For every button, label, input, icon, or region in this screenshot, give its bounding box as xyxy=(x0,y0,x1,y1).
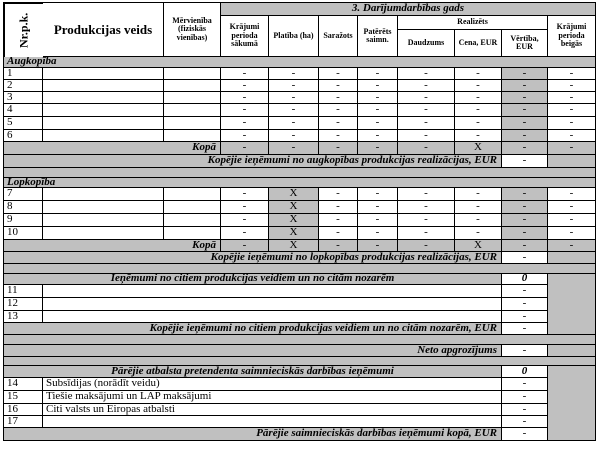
dash-cell: - xyxy=(319,188,358,201)
dash-cell: - xyxy=(319,227,358,240)
dash-cell: - xyxy=(319,68,358,80)
kopa-label: Kopā xyxy=(4,240,221,252)
dash-cell: - xyxy=(221,227,269,240)
row-number: 6 xyxy=(4,130,43,142)
dash-cell: - xyxy=(358,188,398,201)
dash-cell: - xyxy=(358,92,398,104)
vertiba-cell: - xyxy=(502,188,548,201)
lopkopiba-total-value: - xyxy=(502,252,548,264)
citi-total-label: Kopējie ieņēmumi no citiem produkcijas veidiem un no citām nozarēm, EUR xyxy=(4,323,502,335)
parejie-zero: 0 xyxy=(502,366,548,378)
dash-cell: - xyxy=(319,130,358,142)
row-number: 14 xyxy=(4,378,43,391)
dash-cell: - xyxy=(221,240,269,252)
platiba-x-cell: X xyxy=(269,240,319,252)
row-number: 12 xyxy=(4,298,43,311)
vertiba-cell: - xyxy=(502,80,548,92)
vertiba-cell: - xyxy=(502,214,548,227)
dash-cell: - xyxy=(221,104,269,117)
dash-cell: - xyxy=(548,214,596,227)
dash-cell: - xyxy=(455,214,502,227)
section-lopkopiba: Lopkopība xyxy=(4,178,596,188)
platiba-x-cell: X xyxy=(269,201,319,214)
dash-cell: - xyxy=(269,104,319,117)
row-number: 8 xyxy=(4,201,43,214)
dash-cell: - xyxy=(455,68,502,80)
mervieniba-input[interactable] xyxy=(164,214,221,227)
produkcijas-input[interactable] xyxy=(43,104,164,117)
header-krajumi-sakuma: Krājumi perioda sākumā xyxy=(221,16,269,57)
dash-cell: - xyxy=(455,104,502,117)
row-number: 7 xyxy=(4,188,43,201)
dash-cell: - xyxy=(319,142,358,155)
parejie-total-label: Pārējie saimnieciskās darbības ieņēmumi kopā, EUR xyxy=(4,428,502,441)
dash-cell: - xyxy=(398,104,455,117)
dash-cell: - xyxy=(398,68,455,80)
row-number: 16 xyxy=(4,404,43,416)
header-cena: Cena, EUR xyxy=(455,30,502,57)
kopa-label: Kopā xyxy=(4,142,221,155)
dash-cell: - xyxy=(358,214,398,227)
parejie-item[interactable]: Citi valsts un Eiropas atbalsti xyxy=(43,404,502,416)
produkcijas-input[interactable] xyxy=(43,188,164,201)
mervieniba-input[interactable] xyxy=(164,80,221,92)
citi-input[interactable] xyxy=(43,285,502,298)
dash-cell: - xyxy=(548,80,596,92)
dash-cell: - xyxy=(398,201,455,214)
dash-cell: - xyxy=(398,227,455,240)
dash-cell: - xyxy=(319,240,358,252)
parejie-value: - xyxy=(502,391,548,404)
row-number: 1 xyxy=(4,68,43,80)
platiba-x-cell: X xyxy=(269,227,319,240)
dash-cell: - xyxy=(398,80,455,92)
parejie-item[interactable] xyxy=(43,416,502,428)
spacer-row xyxy=(4,168,596,178)
header-daudzums: Daudzums xyxy=(398,30,455,57)
dash-cell: - xyxy=(548,92,596,104)
dash-cell: - xyxy=(221,80,269,92)
dash-cell: - xyxy=(358,227,398,240)
row-number: 9 xyxy=(4,214,43,227)
header-vertiba: Vērtība, EUR xyxy=(502,30,548,57)
dash-cell: - xyxy=(398,92,455,104)
dash-cell: - xyxy=(502,240,548,252)
dash-cell: - xyxy=(358,104,398,117)
dash-cell: - xyxy=(221,142,269,155)
mervieniba-input[interactable] xyxy=(164,92,221,104)
row-number: 15 xyxy=(4,391,43,404)
neto-label: Neto apgrozījums xyxy=(4,345,502,357)
citi-input[interactable] xyxy=(43,298,502,311)
dash-cell: - xyxy=(358,117,398,130)
header-mervieniba: Mērvienība (fiziskās vienības) xyxy=(164,3,221,57)
header-realizets: Realizēts xyxy=(398,16,548,30)
neto-value: - xyxy=(502,345,548,357)
platiba-x-cell: X xyxy=(269,188,319,201)
platiba-x-cell: X xyxy=(269,214,319,227)
dash-cell: - xyxy=(548,201,596,214)
parejie-header: Pārējie atbalsta pretendenta saimnieciskās darbības ieņēmumi xyxy=(4,366,502,378)
header-darbibas-gads: 3. Darījumdarbības gads xyxy=(221,3,596,16)
dash-cell: - xyxy=(548,104,596,117)
dash-cell: - xyxy=(319,201,358,214)
dash-cell: - xyxy=(455,130,502,142)
produkcijas-input[interactable] xyxy=(43,227,164,240)
mervieniba-input[interactable] xyxy=(164,227,221,240)
row-number: 11 xyxy=(4,285,43,298)
citi-ienemumi-header: Ieņēmumi no citiem produkcijas veidiem un no citām nozarēm xyxy=(4,274,502,285)
dash-cell: - xyxy=(398,188,455,201)
vertiba-cell: - xyxy=(502,68,548,80)
parejie-value: - xyxy=(502,378,548,391)
dash-cell: - xyxy=(269,130,319,142)
parejie-total-value: - xyxy=(502,428,548,441)
dash-cell: - xyxy=(455,188,502,201)
dash-cell: - xyxy=(398,214,455,227)
section-augkopiba: Augkopība xyxy=(4,57,596,68)
dash-cell: - xyxy=(358,68,398,80)
vertiba-cell: - xyxy=(502,104,548,117)
spacer-row xyxy=(4,264,596,274)
dash-cell: - xyxy=(358,80,398,92)
dash-cell: - xyxy=(319,117,358,130)
augkopiba-total-value: - xyxy=(502,155,548,168)
dash-cell: - xyxy=(269,92,319,104)
produkcijas-input[interactable] xyxy=(43,68,164,80)
produkcijas-input[interactable] xyxy=(43,92,164,104)
dash-cell: - xyxy=(398,130,455,142)
row-number: 17 xyxy=(4,416,43,428)
row-number: 4 xyxy=(4,104,43,117)
row-number: 2 xyxy=(4,80,43,92)
dash-cell: - xyxy=(319,104,358,117)
dash-cell: - xyxy=(221,130,269,142)
empty-cell xyxy=(548,155,596,168)
empty-block xyxy=(548,274,596,335)
vertiba-cell: - xyxy=(502,117,548,130)
header-produkcijas-veids: Produkcijas veids xyxy=(43,3,164,57)
citi-total-value: - xyxy=(502,323,548,335)
dash-cell: - xyxy=(455,92,502,104)
empty-block xyxy=(548,366,596,441)
parejie-value: - xyxy=(502,404,548,416)
dash-cell: - xyxy=(548,227,596,240)
vertiba-cell: - xyxy=(502,92,548,104)
dash-cell: - xyxy=(221,188,269,201)
dash-cell: - xyxy=(548,117,596,130)
dash-cell: - xyxy=(455,201,502,214)
header-krajumi-beigas: Krājumi perioda beigās xyxy=(548,16,596,57)
dash-cell: - xyxy=(221,214,269,227)
dash-cell: - xyxy=(358,142,398,155)
dash-cell: - xyxy=(269,117,319,130)
citi-value: - xyxy=(502,285,548,298)
header-platiba: Platība (ha) xyxy=(269,16,319,57)
dash-cell: - xyxy=(548,142,596,155)
dash-cell: - xyxy=(398,142,455,155)
vertiba-cell: - xyxy=(502,227,548,240)
dash-cell: - xyxy=(269,142,319,155)
dash-cell: - xyxy=(548,188,596,201)
dash-cell: - xyxy=(548,130,596,142)
mervieniba-input[interactable] xyxy=(164,201,221,214)
mervieniba-input[interactable] xyxy=(164,117,221,130)
mervieniba-input[interactable] xyxy=(164,68,221,80)
produkcijas-input[interactable] xyxy=(43,214,164,227)
row-number: 3 xyxy=(4,92,43,104)
cena-x-cell: X xyxy=(455,142,502,155)
dash-cell: - xyxy=(269,80,319,92)
dash-cell: - xyxy=(358,201,398,214)
empty-cell xyxy=(548,252,596,264)
produkcijas-input[interactable] xyxy=(43,130,164,142)
dash-cell: - xyxy=(221,117,269,130)
dash-cell: - xyxy=(455,80,502,92)
row-number: 10 xyxy=(4,227,43,240)
dash-cell: - xyxy=(398,240,455,252)
citi-zero: 0 xyxy=(502,274,548,285)
dash-cell: - xyxy=(548,68,596,80)
dash-cell: - xyxy=(455,227,502,240)
lopkopiba-total-label: Kopējie ieņēmumi no lopkopības produkcijas realizācijas, EUR xyxy=(4,252,502,264)
spacer-row xyxy=(4,335,596,345)
dash-cell: - xyxy=(358,130,398,142)
citi-value: - xyxy=(502,311,548,323)
spacer-row xyxy=(4,357,596,366)
mervieniba-input[interactable] xyxy=(164,104,221,117)
dash-cell: - xyxy=(221,201,269,214)
dash-cell: - xyxy=(221,68,269,80)
citi-value: - xyxy=(502,298,548,311)
vertiba-cell: - xyxy=(502,130,548,142)
header-paterets: Patērēts saimn. xyxy=(358,16,398,57)
parejie-item[interactable]: Tiešie maksājumi un LAP maksājumi xyxy=(43,391,502,404)
produkcijas-input[interactable] xyxy=(43,117,164,130)
mervieniba-input[interactable] xyxy=(164,130,221,142)
produkcijas-input[interactable] xyxy=(43,201,164,214)
empty-cell xyxy=(548,345,596,357)
dash-cell: - xyxy=(319,214,358,227)
dash-cell: - xyxy=(548,240,596,252)
augkopiba-total-label: Kopējie ieņēmumi no augkopības produkcijas realizācijas, EUR xyxy=(4,155,502,168)
dash-cell: - xyxy=(269,68,319,80)
dash-cell: - xyxy=(358,240,398,252)
row-number: 5 xyxy=(4,117,43,130)
produkcijas-input[interactable] xyxy=(43,80,164,92)
header-sarazots: Saražots xyxy=(319,16,358,57)
header-nr: Nr.p.k. xyxy=(4,3,43,57)
dash-cell: - xyxy=(455,117,502,130)
cena-x-cell: X xyxy=(455,240,502,252)
dash-cell: - xyxy=(398,117,455,130)
citi-input[interactable] xyxy=(43,311,502,323)
mervieniba-input[interactable] xyxy=(164,188,221,201)
vertiba-cell: - xyxy=(502,201,548,214)
dash-cell: - xyxy=(319,80,358,92)
dash-cell: - xyxy=(319,92,358,104)
dash-cell: - xyxy=(502,142,548,155)
parejie-value: - xyxy=(502,416,548,428)
dash-cell: - xyxy=(221,92,269,104)
row-number: 13 xyxy=(4,311,43,323)
parejie-item[interactable]: Subsīdijas (norādīt veidu) xyxy=(43,378,502,391)
